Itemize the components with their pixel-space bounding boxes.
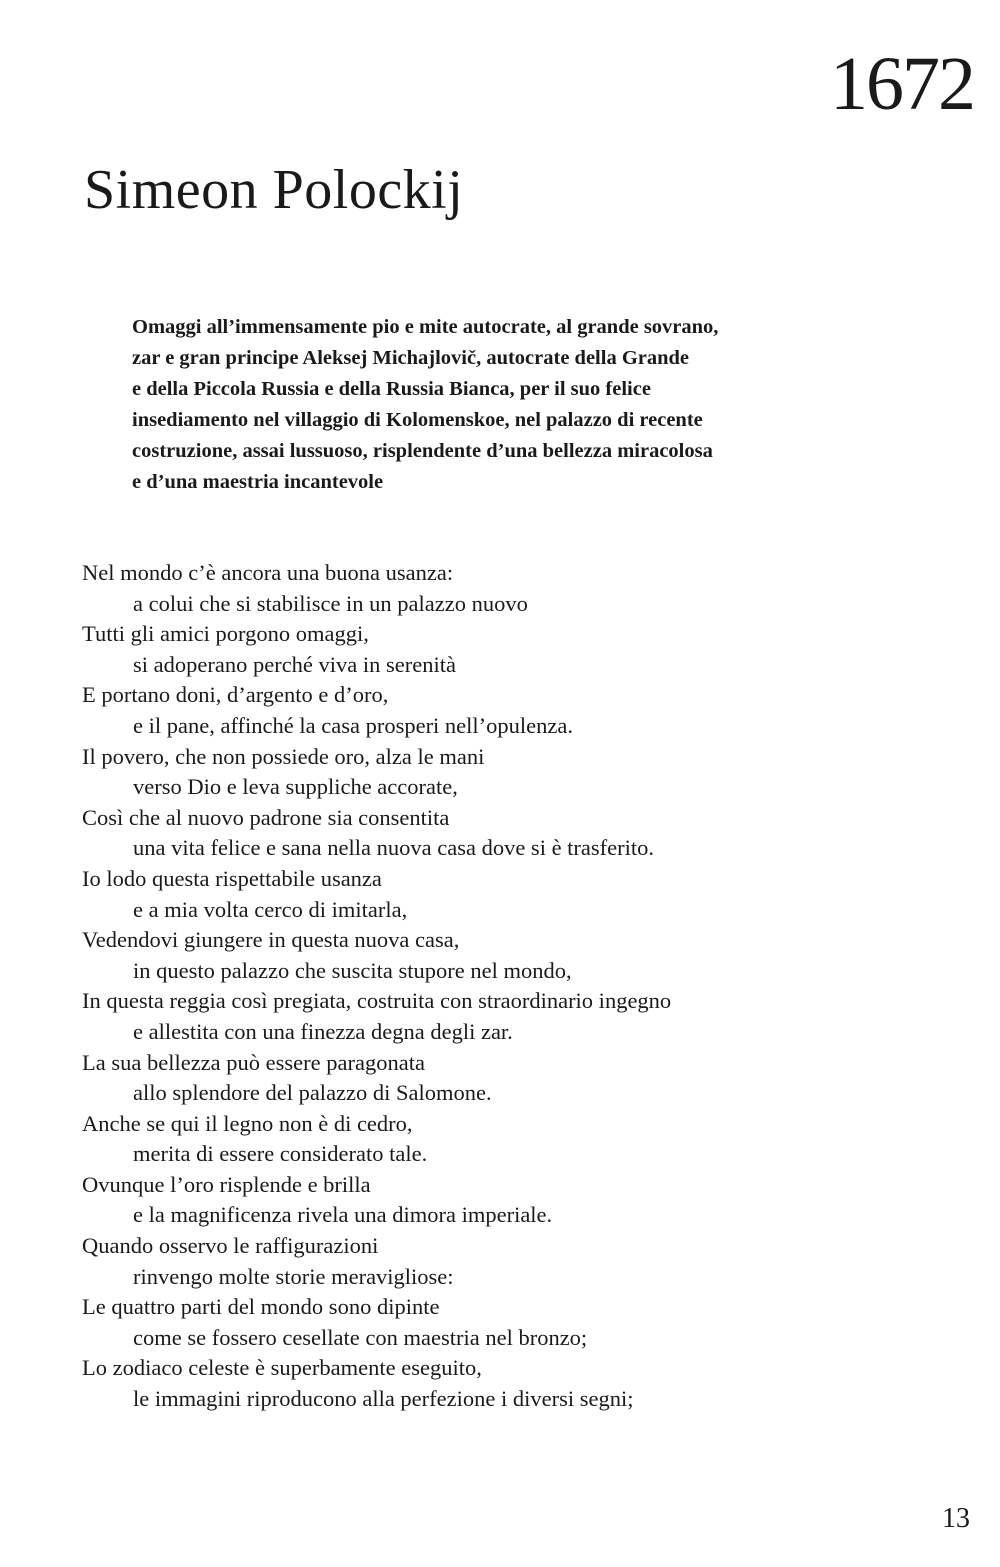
dedication-line: e della Piccola Russia e della Russia Bianca, per il suo felice bbox=[132, 378, 651, 400]
poem-line: E portano doni, d’argento e d’oro, bbox=[82, 682, 389, 708]
poem-line: rinvengo molte storie meravigliose: bbox=[133, 1263, 454, 1289]
poem-line: e allestita con una finezza degna degli zar. bbox=[133, 1018, 513, 1044]
dedication-line: zar e gran principe Aleksej Michajlovič, autocrate della Grande bbox=[132, 347, 690, 369]
dedication-line: Omaggi all’immensamente pio e mite autocrate, al grande sovrano, bbox=[132, 316, 719, 338]
poem-line: a colui che si stabilisce in un palazzo nuovo bbox=[133, 590, 528, 616]
poem-line: Ovunque l’oro risplende e brilla bbox=[82, 1171, 371, 1197]
poem-line: Tutti gli amici porgono omaggi, bbox=[82, 621, 369, 647]
page-number: 13 bbox=[942, 1503, 970, 1534]
poem-line: In questa reggia così pregiata, costruita con straordinario ingegno bbox=[82, 988, 672, 1014]
poem-body bbox=[82, 558, 962, 1415]
poem-line: una vita felice e sana nella nuova casa dove si è trasferito. bbox=[133, 835, 655, 861]
poem-line: Così che al nuovo padrone sia consentita bbox=[82, 804, 450, 830]
dedication-line: costruzione, assai lussuoso, risplendente d’una bellezza miracolosa bbox=[132, 440, 713, 462]
dedication-line: e d’una maestria incantevole bbox=[132, 471, 384, 493]
dedication-line: insediamento nel villaggio di Kolomenskoe, nel palazzo di recente bbox=[132, 409, 703, 431]
poem-line: Anche se qui il legno non è di cedro, bbox=[82, 1110, 413, 1136]
poem-line: Il povero, che non possiede oro, alza le mani bbox=[82, 743, 485, 769]
poem-line: Nel mondo c’è ancora una buona usanza: bbox=[82, 560, 454, 585]
poem-line: La sua bellezza può essere paragonata bbox=[82, 1049, 425, 1075]
poem-line: Quando osservo le raffigurazioni bbox=[82, 1233, 379, 1259]
chapter-year: 1672 bbox=[830, 42, 974, 126]
poem-line: verso Dio e leva suppliche accorate, bbox=[133, 774, 458, 800]
poem-line: e a mia volta cerco di imitarla, bbox=[133, 896, 408, 922]
poem-line: in questo palazzo che suscita stupore nel mondo, bbox=[133, 957, 572, 983]
poem-line: Io lodo questa rispettabile usanza bbox=[82, 865, 382, 891]
poem-line: come se fossero cesellate con maestria nel bronzo; bbox=[133, 1324, 588, 1350]
poem-line: Lo zodiaco celeste è superbamente eseguito, bbox=[82, 1355, 482, 1381]
poem-line: Vedendovi giungere in questa nuova casa, bbox=[82, 927, 460, 953]
poem-line: merita di essere considerato tale. bbox=[133, 1141, 428, 1167]
poem-line: Le quattro parti del mondo sono dipinte bbox=[82, 1294, 440, 1320]
author-title: Simeon Polockij bbox=[84, 159, 464, 221]
poem-line: allo splendore del palazzo di Salomone. bbox=[133, 1080, 492, 1106]
poem-line: si adoperano perché viva in serenità bbox=[133, 651, 456, 677]
poem-line: le immagini riproducono alla perfezione i diversi segni; bbox=[133, 1386, 634, 1412]
dedication bbox=[132, 312, 892, 498]
poem-line: e la magnificenza rivela una dimora imperiale. bbox=[133, 1202, 553, 1228]
poem-line: e il pane, affinché la casa prosperi nell’opulenza. bbox=[133, 712, 574, 738]
